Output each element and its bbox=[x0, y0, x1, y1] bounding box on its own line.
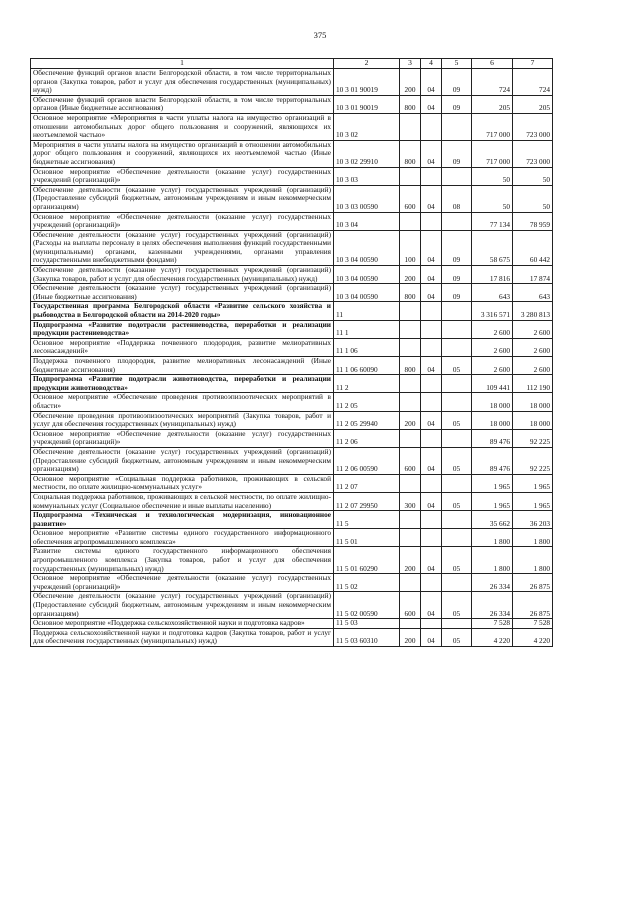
row-amount-1: 1 800 bbox=[472, 529, 513, 547]
row-code: 11 5 03 60310 bbox=[334, 628, 400, 646]
row-name: Основное мероприятие «Обеспечение деятельности (оказание услуг) государственных учреждений (организаций)» bbox=[31, 574, 334, 592]
table-row bbox=[31, 619, 553, 629]
row-section: 04 bbox=[421, 230, 442, 265]
table-row bbox=[31, 411, 553, 429]
row-name: Обеспечение проведения противоэпизоотических мероприятий (Закупка товаров, работ и услуг для обеспечения государственных (муниципальных) нужд) bbox=[31, 411, 334, 429]
column-header: 6 bbox=[472, 59, 513, 69]
row-section bbox=[421, 302, 442, 320]
row-subsection bbox=[442, 320, 472, 338]
row-code: 11 2 06 bbox=[334, 429, 400, 447]
row-code: 11 5 01 60290 bbox=[334, 547, 400, 574]
row-code: 10 3 04 00590 bbox=[334, 266, 400, 284]
row-section: 04 bbox=[421, 284, 442, 302]
row-section bbox=[421, 619, 442, 629]
row-section: 04 bbox=[421, 266, 442, 284]
row-code: 11 5 02 bbox=[334, 574, 400, 592]
column-header: 1 bbox=[31, 59, 334, 69]
row-name: Мероприятия в части уплаты налога на имущество организаций в отношении автомобильных дорог общего пользования и сооружений, являющихся их неотъемлемой частью (Иные бюджетные ассигнования) bbox=[31, 140, 334, 167]
row-expense-type: 200 bbox=[400, 411, 421, 429]
row-subsection bbox=[442, 167, 472, 185]
row-amount-1: 7 528 bbox=[472, 619, 513, 629]
row-subsection: 05 bbox=[442, 592, 472, 619]
row-amount-1: 18 000 bbox=[472, 393, 513, 411]
row-subsection: 05 bbox=[442, 547, 472, 574]
table-row bbox=[31, 167, 553, 185]
row-amount-2: 112 190 bbox=[513, 375, 553, 393]
row-amount-2: 18 000 bbox=[513, 411, 553, 429]
row-expense-type bbox=[400, 474, 421, 492]
row-subsection: 08 bbox=[442, 185, 472, 212]
table-row bbox=[31, 628, 553, 646]
row-expense-type: 600 bbox=[400, 447, 421, 474]
row-amount-1: 26 334 bbox=[472, 574, 513, 592]
table-row bbox=[31, 95, 553, 113]
row-expense-type bbox=[400, 167, 421, 185]
row-amount-1: 35 662 bbox=[472, 511, 513, 529]
row-subsection: 05 bbox=[442, 411, 472, 429]
row-expense-type bbox=[400, 113, 421, 140]
row-name: Основное мероприятие «Поддержка почвенного плодородия, развитие мелиоративных лесонасаждений» bbox=[31, 338, 334, 356]
row-code: 10 3 03 bbox=[334, 167, 400, 185]
row-subsection: 09 bbox=[442, 140, 472, 167]
row-amount-1: 724 bbox=[472, 69, 513, 96]
table-row bbox=[31, 511, 553, 529]
table-row bbox=[31, 529, 553, 547]
row-name: Обеспечение деятельности (оказание услуг) государственных учреждений (организаций) (Предоставление субсидий бюджетным, автономным учреждениям и иным некоммерческим организациям) bbox=[31, 447, 334, 474]
column-header: 3 bbox=[400, 59, 421, 69]
row-amount-1: 205 bbox=[472, 95, 513, 113]
row-name: Основное мероприятие «Обеспечение деятельности (оказание услуг) государственных учреждений (организаций)» bbox=[31, 429, 334, 447]
row-name: Обеспечение деятельности (оказание услуг) государственных учреждений (организаций) (Иные бюджетные ассигнования) bbox=[31, 284, 334, 302]
row-name: Поддержка почвенного плодородия, развитие мелиоративных лесонасаждений (Иные бюджетные ассигнования) bbox=[31, 357, 334, 375]
row-expense-type bbox=[400, 338, 421, 356]
budget-table bbox=[30, 58, 553, 647]
row-section: 04 bbox=[421, 492, 442, 510]
row-code: 11 1 bbox=[334, 320, 400, 338]
row-amount-2: 26 875 bbox=[513, 592, 553, 619]
row-amount-2: 2 600 bbox=[513, 357, 553, 375]
row-amount-1: 717 000 bbox=[472, 113, 513, 140]
row-code: 11 5 03 bbox=[334, 619, 400, 629]
table-row bbox=[31, 212, 553, 230]
table-row bbox=[31, 230, 553, 265]
row-section: 04 bbox=[421, 411, 442, 429]
column-header: 2 bbox=[334, 59, 400, 69]
row-code: 11 bbox=[334, 302, 400, 320]
row-subsection bbox=[442, 619, 472, 629]
row-name: Обеспечение деятельности (оказание услуг) государственных учреждений (организаций) (Расходы на выплаты персоналу в целях обеспечения выполнения функций государственными (муниципальными) органами, казенными учреждениями, органами управления государственными внебюджетными фондами) bbox=[31, 230, 334, 265]
row-section bbox=[421, 320, 442, 338]
row-amount-2: 724 bbox=[513, 69, 553, 96]
row-amount-2: 643 bbox=[513, 284, 553, 302]
table-header-row bbox=[31, 59, 553, 69]
row-name: Поддержка сельскохозяйственной науки и подготовка кадров (Закупка товаров, работ и услуг для обеспечения государственных (муниципальных) нужд) bbox=[31, 628, 334, 646]
row-amount-2: 723 000 bbox=[513, 113, 553, 140]
row-name: Обеспечение деятельности (оказание услуг) государственных учреждений (организаций) (Закупка товаров, работ и услуг для обеспечения государственных (муниципальных) нужд) bbox=[31, 266, 334, 284]
row-expense-type: 800 bbox=[400, 140, 421, 167]
row-code: 10 3 04 00590 bbox=[334, 230, 400, 265]
table-row bbox=[31, 320, 553, 338]
row-code: 10 3 02 29910 bbox=[334, 140, 400, 167]
row-subsection bbox=[442, 511, 472, 529]
row-name: Основное мероприятие «Обеспечение деятельности (оказание услуг) государственных учреждений (организаций)» bbox=[31, 212, 334, 230]
row-section: 04 bbox=[421, 628, 442, 646]
row-amount-1: 17 816 bbox=[472, 266, 513, 284]
row-amount-2: 78 959 bbox=[513, 212, 553, 230]
row-expense-type bbox=[400, 574, 421, 592]
table-row bbox=[31, 447, 553, 474]
row-amount-1: 2 600 bbox=[472, 320, 513, 338]
row-code: 11 2 bbox=[334, 375, 400, 393]
row-section: 04 bbox=[421, 69, 442, 96]
row-amount-1: 643 bbox=[472, 284, 513, 302]
row-section bbox=[421, 574, 442, 592]
table-row bbox=[31, 284, 553, 302]
row-section bbox=[421, 375, 442, 393]
row-code: 11 2 06 00590 bbox=[334, 447, 400, 474]
page-number: 375 bbox=[313, 30, 327, 40]
row-subsection bbox=[442, 393, 472, 411]
row-amount-2: 18 000 bbox=[513, 393, 553, 411]
row-name: Государственная программа Белгородской области «Развитие сельского хозяйства и рыбоводства в Белгородской области на 2014-2020 годы» bbox=[31, 302, 334, 320]
row-amount-2: 7 528 bbox=[513, 619, 553, 629]
row-name: Подпрограмма «Развитие подотрасли животноводства, переработки и реализации продукции животноводства» bbox=[31, 375, 334, 393]
row-amount-1: 89 476 bbox=[472, 429, 513, 447]
row-name: Обеспечение функций органов власти Белгородской области, в том числе территориальных органов (Иные бюджетные ассигнования) bbox=[31, 95, 334, 113]
row-code: 11 2 05 29940 bbox=[334, 411, 400, 429]
row-amount-1: 2 600 bbox=[472, 338, 513, 356]
row-section: 04 bbox=[421, 185, 442, 212]
row-subsection bbox=[442, 113, 472, 140]
row-expense-type bbox=[400, 212, 421, 230]
row-expense-type: 200 bbox=[400, 266, 421, 284]
row-expense-type: 200 bbox=[400, 69, 421, 96]
row-section: 04 bbox=[421, 95, 442, 113]
row-amount-1: 717 000 bbox=[472, 140, 513, 167]
row-section: 04 bbox=[421, 547, 442, 574]
table-row bbox=[31, 113, 553, 140]
row-subsection bbox=[442, 212, 472, 230]
row-amount-1: 58 675 bbox=[472, 230, 513, 265]
row-code: 10 3 04 00590 bbox=[334, 284, 400, 302]
row-expense-type: 200 bbox=[400, 628, 421, 646]
row-amount-1: 89 476 bbox=[472, 447, 513, 474]
row-expense-type bbox=[400, 511, 421, 529]
row-code: 10 3 04 bbox=[334, 212, 400, 230]
row-subsection: 09 bbox=[442, 95, 472, 113]
row-section bbox=[421, 113, 442, 140]
row-subsection: 09 bbox=[442, 284, 472, 302]
row-expense-type bbox=[400, 393, 421, 411]
row-name: Подпрограмма «Развитие подотрасли растениеводства, переработки и реализации продукции растениеводства» bbox=[31, 320, 334, 338]
row-expense-type: 800 bbox=[400, 95, 421, 113]
row-section bbox=[421, 529, 442, 547]
table-row bbox=[31, 547, 553, 574]
row-subsection bbox=[442, 474, 472, 492]
row-subsection: 05 bbox=[442, 447, 472, 474]
row-amount-2: 1 965 bbox=[513, 492, 553, 510]
table-row bbox=[31, 429, 553, 447]
row-subsection bbox=[442, 375, 472, 393]
row-section bbox=[421, 212, 442, 230]
row-amount-2: 4 220 bbox=[513, 628, 553, 646]
row-section bbox=[421, 338, 442, 356]
row-amount-2: 50 bbox=[513, 185, 553, 212]
row-code: 11 2 07 29950 bbox=[334, 492, 400, 510]
row-name: Обеспечение деятельности (оказание услуг) государственных учреждений (организаций) (Предоставление субсидий бюджетным, автономным учреждениям и иным некоммерческим организациям) bbox=[31, 592, 334, 619]
row-name: Основное мероприятие «Мероприятия в части уплаты налога на имущество организаций в отношении автомобильных дорог общего пользования и сооружений, являющихся их неотъемлемой частью» bbox=[31, 113, 334, 140]
row-name: Подпрограмма «Техническая и технологическая модернизация, инновационное развитие» bbox=[31, 511, 334, 529]
table-row bbox=[31, 375, 553, 393]
row-code: 11 2 05 bbox=[334, 393, 400, 411]
row-code: 10 3 01 90019 bbox=[334, 69, 400, 96]
row-amount-1: 2 600 bbox=[472, 357, 513, 375]
table-row bbox=[31, 393, 553, 411]
row-expense-type: 800 bbox=[400, 284, 421, 302]
row-section: 04 bbox=[421, 140, 442, 167]
row-expense-type: 800 bbox=[400, 357, 421, 375]
row-amount-1: 3 316 571 bbox=[472, 302, 513, 320]
row-amount-1: 109 441 bbox=[472, 375, 513, 393]
row-amount-2: 60 442 bbox=[513, 230, 553, 265]
row-subsection bbox=[442, 574, 472, 592]
row-expense-type bbox=[400, 302, 421, 320]
row-subsection: 05 bbox=[442, 357, 472, 375]
row-amount-2: 92 225 bbox=[513, 447, 553, 474]
row-amount-1: 1 800 bbox=[472, 547, 513, 574]
row-subsection: 09 bbox=[442, 69, 472, 96]
row-amount-2: 17 874 bbox=[513, 266, 553, 284]
row-amount-2: 1 800 bbox=[513, 529, 553, 547]
row-section bbox=[421, 511, 442, 529]
row-expense-type bbox=[400, 429, 421, 447]
row-name: Основное мероприятие «Поддержка сельскохозяйственной науки и подготовка кадров» bbox=[31, 619, 334, 629]
row-amount-1: 18 000 bbox=[472, 411, 513, 429]
table-row bbox=[31, 492, 553, 510]
table-row bbox=[31, 592, 553, 619]
column-header: 7 bbox=[513, 59, 553, 69]
row-section bbox=[421, 167, 442, 185]
row-name: Развитие системы единого государственного информационного обеспечения агропромышленного комплекса (Закупка товаров, работ и услуг для обеспечения государственных (муниципальных) нужд) bbox=[31, 547, 334, 574]
row-code: 11 5 01 bbox=[334, 529, 400, 547]
row-expense-type: 100 bbox=[400, 230, 421, 265]
row-expense-type bbox=[400, 529, 421, 547]
row-subsection bbox=[442, 302, 472, 320]
row-section bbox=[421, 429, 442, 447]
row-amount-1: 26 334 bbox=[472, 592, 513, 619]
row-name: Основное мероприятие «Социальная поддержка работников, проживающих в сельской местности, по оплате жилищно-коммунальных услуг» bbox=[31, 474, 334, 492]
row-subsection bbox=[442, 529, 472, 547]
row-subsection: 09 bbox=[442, 230, 472, 265]
row-subsection: 09 bbox=[442, 266, 472, 284]
row-section: 04 bbox=[421, 447, 442, 474]
row-subsection: 05 bbox=[442, 492, 472, 510]
row-amount-1: 77 134 bbox=[472, 212, 513, 230]
table-row bbox=[31, 185, 553, 212]
row-name: Основное мероприятие «Обеспечение проведения противоэпизоотических мероприятий в области» bbox=[31, 393, 334, 411]
row-subsection bbox=[442, 429, 472, 447]
row-amount-2: 2 600 bbox=[513, 338, 553, 356]
row-amount-1: 50 bbox=[472, 167, 513, 185]
row-amount-2: 92 225 bbox=[513, 429, 553, 447]
row-amount-2: 36 203 bbox=[513, 511, 553, 529]
column-header: 4 bbox=[421, 59, 442, 69]
row-expense-type: 300 bbox=[400, 492, 421, 510]
row-amount-1: 4 220 bbox=[472, 628, 513, 646]
row-section bbox=[421, 393, 442, 411]
row-amount-2: 50 bbox=[513, 167, 553, 185]
column-header: 5 bbox=[442, 59, 472, 69]
row-amount-2: 1 965 bbox=[513, 474, 553, 492]
row-subsection: 05 bbox=[442, 628, 472, 646]
row-name: Основное мероприятие «Развитие системы единого государственного информационного обеспечения агропромышленного комплекса» bbox=[31, 529, 334, 547]
row-code: 11 1 06 bbox=[334, 338, 400, 356]
row-amount-1: 1 965 bbox=[472, 474, 513, 492]
row-name: Обеспечение деятельности (оказание услуг) государственных учреждений (организаций) (Предоставление субсидий бюджетным, автономным учреждениям и иным некоммерческим организациям) bbox=[31, 185, 334, 212]
table-row bbox=[31, 140, 553, 167]
row-section: 04 bbox=[421, 592, 442, 619]
row-section: 04 bbox=[421, 357, 442, 375]
row-expense-type: 600 bbox=[400, 185, 421, 212]
row-code: 10 3 03 00590 bbox=[334, 185, 400, 212]
row-expense-type bbox=[400, 375, 421, 393]
row-subsection bbox=[442, 338, 472, 356]
row-amount-2: 2 600 bbox=[513, 320, 553, 338]
table-row bbox=[31, 338, 553, 356]
table-row bbox=[31, 266, 553, 284]
row-name: Социальная поддержка работников, проживающих в сельской местности, по оплате жилищно-коммунальных услуг (Социальное обеспечение и иные выплаты населению) bbox=[31, 492, 334, 510]
row-amount-1: 50 bbox=[472, 185, 513, 212]
row-code: 11 2 07 bbox=[334, 474, 400, 492]
row-expense-type bbox=[400, 320, 421, 338]
table-row bbox=[31, 474, 553, 492]
row-amount-2: 723 000 bbox=[513, 140, 553, 167]
row-amount-2: 205 bbox=[513, 95, 553, 113]
row-code: 10 3 01 90019 bbox=[334, 95, 400, 113]
row-amount-1: 1 965 bbox=[472, 492, 513, 510]
row-expense-type bbox=[400, 619, 421, 629]
row-code: 10 3 02 bbox=[334, 113, 400, 140]
table-row bbox=[31, 574, 553, 592]
row-expense-type: 200 bbox=[400, 547, 421, 574]
row-section bbox=[421, 474, 442, 492]
row-amount-2: 26 875 bbox=[513, 574, 553, 592]
row-code: 11 5 02 00590 bbox=[334, 592, 400, 619]
row-name: Обеспечение функций органов власти Белгородской области, в том числе территориальных органов (Закупка товаров, работ и услуг для обеспечения государственных (муниципальных) нужд) bbox=[31, 69, 334, 96]
table-row bbox=[31, 357, 553, 375]
row-code: 11 1 06 60090 bbox=[334, 357, 400, 375]
table-row bbox=[31, 69, 553, 96]
row-code: 11 5 bbox=[334, 511, 400, 529]
row-amount-2: 3 280 813 bbox=[513, 302, 553, 320]
row-expense-type: 600 bbox=[400, 592, 421, 619]
table-row bbox=[31, 302, 553, 320]
row-name: Основное мероприятие «Обеспечение деятельности (оказание услуг) государственных учреждений (организаций)» bbox=[31, 167, 334, 185]
row-amount-2: 1 800 bbox=[513, 547, 553, 574]
